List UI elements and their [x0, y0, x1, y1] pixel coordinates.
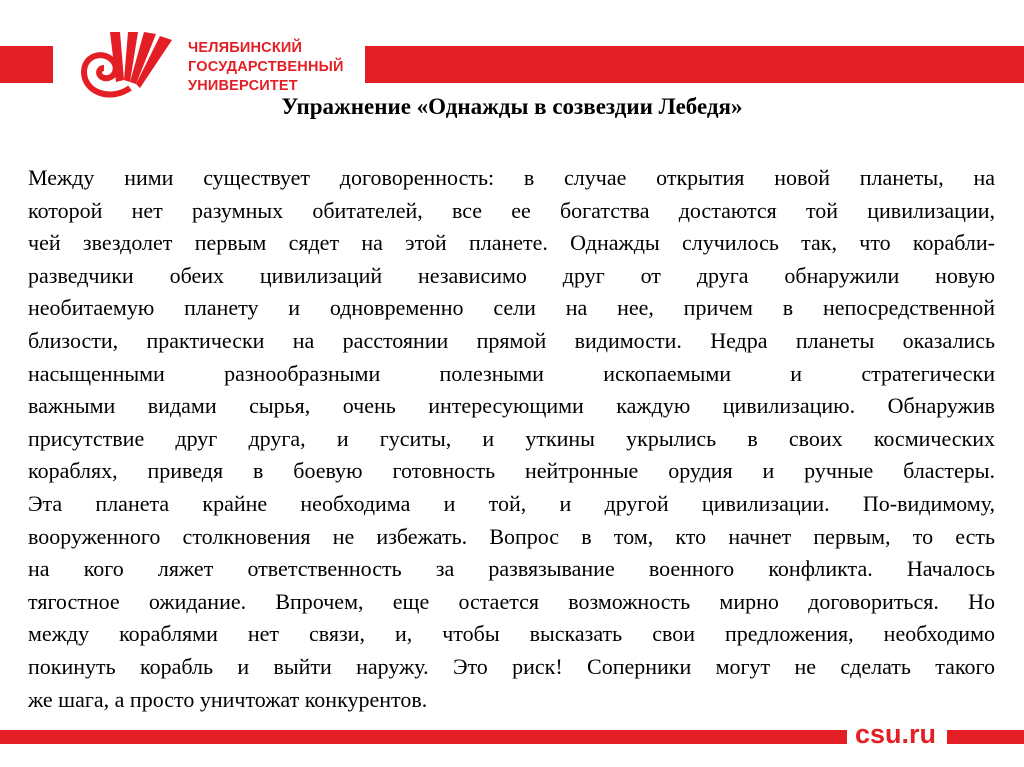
- header-bar-left: [0, 46, 53, 83]
- body-line: близости, практически на расстоянии прямой видимости. Недра планеты оказались: [28, 327, 995, 353]
- body-line: необитаемую планету и одновременно сели на нее, причем в непосредственной: [28, 295, 995, 321]
- slide-title: Упражнение «Однажды в созвездии Лебедя»: [281, 94, 743, 119]
- footer-site: csu.ru: [855, 719, 937, 749]
- university-name: [188, 39, 344, 96]
- body-line: на кого ляжет ответственность за развязывание военного конфликта. Началось: [28, 556, 995, 582]
- body-text: [28, 162, 995, 716]
- body-line: между кораблями нет связи, и, чтобы высказать свои предложения, необходимо: [28, 621, 995, 647]
- body-line: вооруженного столкновения не избежать. Вопрос в том, кто начнет первым, то есть: [28, 523, 995, 549]
- body-line: насыщенными разнообразными полезными ископаемыми и стратегически: [28, 360, 995, 386]
- header-bar-right: [365, 46, 1024, 83]
- university-logo-icon: [80, 30, 175, 102]
- body-line: покинуть корабль и выйти наружу. Это риск! Соперники могут не сделать такого: [28, 653, 995, 679]
- footer-bar-right: [947, 730, 1024, 744]
- footer-bar-left: [0, 730, 847, 744]
- body-line: тягостное ожидание. Впрочем, еще остается возможность мирно договориться. Но: [28, 588, 995, 614]
- body-line: которой нет разумных обитателей, все ее богатства достаются той цивилизации,: [28, 197, 995, 223]
- logo-line: УНИВЕРСИТЕТ: [188, 78, 298, 94]
- body-line: чей звездолет первым сядет на этой планете. Однажды случилось так, что корабли-: [28, 230, 995, 256]
- body-line: кораблях, приведя в боевую готовность нейтронные орудия и ручные бластеры.: [28, 458, 995, 484]
- body-line: Эта планета крайне необходима и той, и другой цивилизации. По-видимому,: [28, 490, 995, 516]
- body-line: важными видами сырья, очень интересующими каждую цивилизацию. Обнаружив: [28, 393, 995, 419]
- body-line: разведчики обеих цивилизаций независимо друг от друга обнаружили новую: [28, 262, 995, 288]
- body-line: же шага, а просто уничтожат конкурентов.: [28, 686, 428, 712]
- logo-line: ГОСУДАРСТВЕННЫЙ: [188, 59, 344, 75]
- body-line: Между ними существует договоренность: в случае открытия новой планеты, на: [28, 165, 995, 190]
- logo-line: ЧЕЛЯБИНСКИЙ: [188, 40, 303, 56]
- body-line: присутствие друг друга, и гуситы, и уткины укрылись в своих космических: [28, 425, 995, 451]
